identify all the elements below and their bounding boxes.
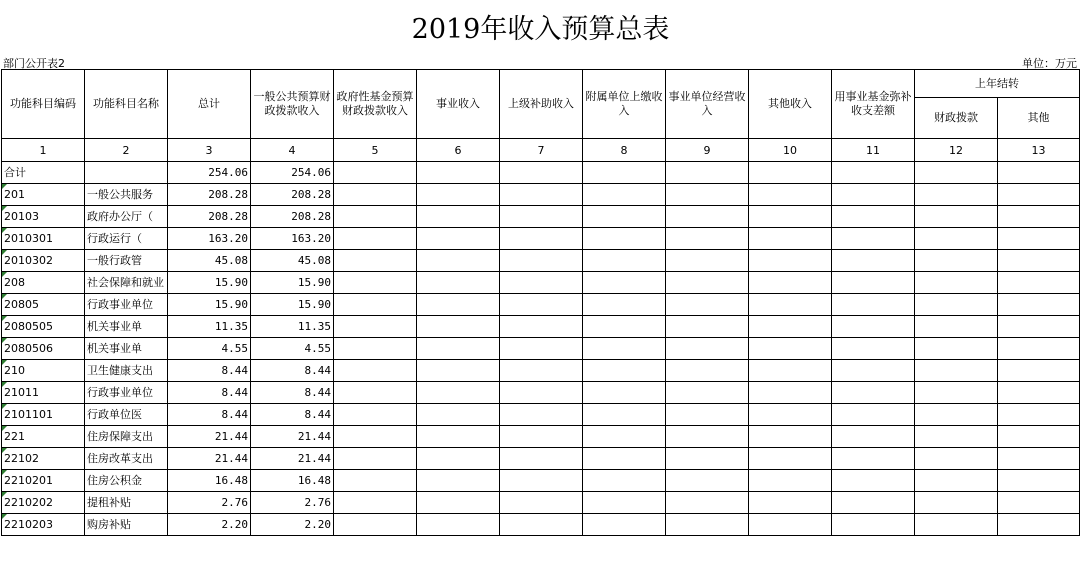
cell-empty (417, 184, 500, 206)
table-row (2, 448, 1080, 470)
cell-empty (500, 338, 583, 360)
table-row (2, 162, 1080, 184)
cell-empty (334, 448, 417, 470)
cell-empty (417, 228, 500, 250)
cell-general-budget: 2.76 (251, 492, 334, 514)
cell-empty (832, 404, 915, 426)
table-row (2, 250, 1080, 272)
cell-empty (749, 448, 832, 470)
cell-name (85, 162, 168, 184)
table-row (2, 272, 1080, 294)
cell-empty (500, 360, 583, 382)
cell-empty (334, 316, 417, 338)
cell-empty (583, 184, 666, 206)
cell-empty (500, 272, 583, 294)
cell-empty (749, 382, 832, 404)
cell-name: 行政事业单位 (85, 382, 168, 404)
cell-general-budget: 208.28 (251, 206, 334, 228)
cell-empty (749, 184, 832, 206)
cell-empty (915, 272, 998, 294)
cell-empty (749, 338, 832, 360)
header-superior-subsidy: 上级补助收入 (500, 70, 583, 139)
cell-empty (334, 360, 417, 382)
cell-empty (832, 206, 915, 228)
cell-empty (749, 272, 832, 294)
cell-empty (334, 294, 417, 316)
cell-empty (583, 206, 666, 228)
cell-general-budget: 163.20 (251, 228, 334, 250)
header-gov-fund: 政府性基金预算财政拨款收入 (334, 70, 417, 139)
cell-empty (417, 426, 500, 448)
cell-name: 一般行政管 (85, 250, 168, 272)
column-number: 1 (2, 139, 85, 162)
cell-empty (500, 514, 583, 536)
table-row (2, 206, 1080, 228)
cell-empty (583, 382, 666, 404)
cell-empty (832, 360, 915, 382)
cell-empty (749, 404, 832, 426)
cell-empty (998, 492, 1080, 514)
header-other-income: 其他收入 (749, 70, 832, 139)
cell-empty (334, 426, 417, 448)
cell-empty (417, 360, 500, 382)
cell-general-budget: 15.90 (251, 294, 334, 316)
cell-empty (417, 316, 500, 338)
unit-label: 单位：万元 (1022, 57, 1077, 70)
column-number: 8 (583, 139, 666, 162)
cell-empty (998, 338, 1080, 360)
cell-empty (500, 426, 583, 448)
cell-empty (666, 228, 749, 250)
cell-empty (998, 360, 1080, 382)
cell-total: 208.28 (168, 184, 251, 206)
cell-name: 行政运行（ (85, 228, 168, 250)
cell-empty (417, 294, 500, 316)
cell-empty (915, 316, 998, 338)
cell-empty (915, 404, 998, 426)
cell-empty (583, 514, 666, 536)
cell-code: 2210203 (2, 514, 85, 536)
cell-empty (832, 470, 915, 492)
cell-empty (749, 514, 832, 536)
cell-general-budget: 8.44 (251, 404, 334, 426)
cell-general-budget: 21.44 (251, 448, 334, 470)
header-carryover-fiscal: 财政拨款 (915, 98, 998, 139)
table-row (2, 294, 1080, 316)
cell-empty (500, 184, 583, 206)
cell-empty (749, 316, 832, 338)
cell-name: 一般公共服务 (85, 184, 168, 206)
budget-table (1, 69, 1080, 536)
cell-empty (500, 294, 583, 316)
cell-code: 208 (2, 272, 85, 294)
cell-name: 提租补贴 (85, 492, 168, 514)
cell-general-budget: 21.44 (251, 426, 334, 448)
cell-code: 20805 (2, 294, 85, 316)
cell-empty (915, 250, 998, 272)
cell-empty (666, 294, 749, 316)
cell-empty (832, 514, 915, 536)
cell-empty (749, 162, 832, 184)
cell-empty (666, 470, 749, 492)
cell-empty (583, 448, 666, 470)
cell-general-budget: 208.28 (251, 184, 334, 206)
cell-empty (500, 448, 583, 470)
cell-name: 卫生健康支出 (85, 360, 168, 382)
cell-total: 2.20 (168, 514, 251, 536)
cell-empty (583, 228, 666, 250)
cell-empty (998, 206, 1080, 228)
cell-empty (583, 404, 666, 426)
cell-code: 221 (2, 426, 85, 448)
column-number: 12 (915, 139, 998, 162)
column-number: 2 (85, 139, 168, 162)
table-row (2, 316, 1080, 338)
cell-empty (998, 184, 1080, 206)
cell-empty (334, 338, 417, 360)
cell-total: 208.28 (168, 206, 251, 228)
cell-empty (915, 294, 998, 316)
cell-empty (417, 514, 500, 536)
cell-empty (832, 228, 915, 250)
column-number: 7 (500, 139, 583, 162)
cell-code: 合计 (2, 162, 85, 184)
cell-empty (915, 448, 998, 470)
column-number: 10 (749, 139, 832, 162)
cell-empty (583, 316, 666, 338)
cell-empty (998, 228, 1080, 250)
cell-empty (334, 162, 417, 184)
cell-empty (583, 162, 666, 184)
cell-total: 8.44 (168, 360, 251, 382)
header-carryover: 上年结转 (915, 70, 1080, 98)
page-title: 2019年收入预算总表 (411, 14, 670, 45)
cell-general-budget: 8.44 (251, 360, 334, 382)
cell-total: 21.44 (168, 448, 251, 470)
column-number-row (2, 139, 1080, 162)
cell-empty (417, 448, 500, 470)
cell-name: 购房补贴 (85, 514, 168, 536)
cell-code: 2101101 (2, 404, 85, 426)
cell-empty (749, 470, 832, 492)
cell-empty (500, 162, 583, 184)
header-business-operation: 事业单位经营收入 (666, 70, 749, 139)
cell-empty (583, 492, 666, 514)
cell-name: 住房公积金 (85, 470, 168, 492)
cell-code: 22102 (2, 448, 85, 470)
cell-empty (666, 272, 749, 294)
cell-code: 2010301 (2, 228, 85, 250)
cell-general-budget: 45.08 (251, 250, 334, 272)
cell-empty (334, 206, 417, 228)
cell-empty (417, 162, 500, 184)
table-row (2, 338, 1080, 360)
cell-general-budget: 11.35 (251, 316, 334, 338)
table-row (2, 470, 1080, 492)
cell-total: 2.76 (168, 492, 251, 514)
cell-total: 254.06 (168, 162, 251, 184)
cell-empty (417, 206, 500, 228)
cell-empty (500, 316, 583, 338)
cell-code: 2210202 (2, 492, 85, 514)
cell-empty (500, 492, 583, 514)
cell-empty (749, 294, 832, 316)
cell-empty (915, 382, 998, 404)
cell-name: 政府办公厅（ (85, 206, 168, 228)
cell-empty (915, 338, 998, 360)
cell-code: 201 (2, 184, 85, 206)
cell-empty (749, 360, 832, 382)
cell-total: 8.44 (168, 382, 251, 404)
cell-empty (832, 338, 915, 360)
cell-empty (832, 448, 915, 470)
cell-empty (417, 382, 500, 404)
cell-empty (334, 382, 417, 404)
cell-empty (334, 184, 417, 206)
cell-empty (832, 184, 915, 206)
cell-general-budget: 4.55 (251, 338, 334, 360)
cell-empty (666, 162, 749, 184)
cell-empty (583, 426, 666, 448)
cell-empty (832, 492, 915, 514)
cell-empty (749, 250, 832, 272)
cell-total: 4.55 (168, 338, 251, 360)
cell-general-budget: 16.48 (251, 470, 334, 492)
cell-empty (666, 250, 749, 272)
cell-empty (749, 492, 832, 514)
cell-empty (417, 404, 500, 426)
table-row (2, 426, 1080, 448)
cell-empty (915, 228, 998, 250)
cell-total: 21.44 (168, 426, 251, 448)
cell-empty (334, 228, 417, 250)
cell-empty (417, 272, 500, 294)
cell-empty (998, 426, 1080, 448)
header-total: 总计 (168, 70, 251, 139)
header-row-1 (2, 70, 1080, 98)
cell-empty (500, 206, 583, 228)
cell-empty (666, 316, 749, 338)
cell-empty (998, 470, 1080, 492)
cell-empty (417, 250, 500, 272)
cell-empty (915, 426, 998, 448)
cell-empty (500, 382, 583, 404)
header-carryover-other: 其他 (998, 98, 1080, 139)
cell-empty (583, 250, 666, 272)
cell-empty (998, 316, 1080, 338)
cell-general-budget: 254.06 (251, 162, 334, 184)
cell-code: 210 (2, 360, 85, 382)
cell-empty (832, 250, 915, 272)
cell-empty (832, 382, 915, 404)
table-row (2, 382, 1080, 404)
column-number: 9 (666, 139, 749, 162)
table-row (2, 228, 1080, 250)
cell-empty (832, 272, 915, 294)
cell-empty (832, 316, 915, 338)
table-row (2, 404, 1080, 426)
cell-empty (749, 426, 832, 448)
cell-general-budget: 8.44 (251, 382, 334, 404)
cell-empty (583, 294, 666, 316)
cell-empty (666, 514, 749, 536)
cell-empty (832, 294, 915, 316)
cell-empty (666, 184, 749, 206)
cell-name: 社会保障和就业 (85, 272, 168, 294)
cell-empty (666, 206, 749, 228)
cell-name: 行政事业单位 (85, 294, 168, 316)
cell-empty (500, 250, 583, 272)
cell-total: 16.48 (168, 470, 251, 492)
cell-empty (666, 382, 749, 404)
cell-empty (500, 470, 583, 492)
cell-empty (749, 206, 832, 228)
cell-empty (666, 360, 749, 382)
cell-empty (998, 404, 1080, 426)
cell-empty (915, 184, 998, 206)
cell-empty (915, 206, 998, 228)
cell-empty (334, 492, 417, 514)
header-affiliated-remit: 附属单位上缴收入 (583, 70, 666, 139)
cell-empty (998, 294, 1080, 316)
cell-empty (998, 382, 1080, 404)
column-number: 4 (251, 139, 334, 162)
header-business-income: 事业收入 (417, 70, 500, 139)
cell-empty (334, 250, 417, 272)
cell-empty (832, 426, 915, 448)
cell-code: 20103 (2, 206, 85, 228)
cell-empty (666, 426, 749, 448)
cell-empty (998, 162, 1080, 184)
cell-total: 8.44 (168, 404, 251, 426)
table-row (2, 184, 1080, 206)
cell-empty (583, 360, 666, 382)
cell-empty (583, 338, 666, 360)
cell-empty (334, 470, 417, 492)
cell-empty (500, 228, 583, 250)
cell-empty (915, 492, 998, 514)
cell-empty (915, 470, 998, 492)
cell-empty (500, 404, 583, 426)
cell-empty (749, 228, 832, 250)
cell-empty (998, 448, 1080, 470)
cell-code: 2210201 (2, 470, 85, 492)
column-number: 13 (998, 139, 1080, 162)
cell-general-budget: 2.20 (251, 514, 334, 536)
cell-total: 11.35 (168, 316, 251, 338)
cell-empty (998, 250, 1080, 272)
cell-empty (915, 360, 998, 382)
cell-total: 15.90 (168, 272, 251, 294)
cell-empty (417, 470, 500, 492)
cell-empty (417, 492, 500, 514)
cell-name: 机关事业单 (85, 316, 168, 338)
cell-empty (417, 338, 500, 360)
cell-total: 15.90 (168, 294, 251, 316)
cell-empty (998, 272, 1080, 294)
cell-empty (583, 470, 666, 492)
cell-empty (915, 162, 998, 184)
cell-name: 住房改革支出 (85, 448, 168, 470)
table-row (2, 360, 1080, 382)
cell-empty (998, 514, 1080, 536)
cell-empty (832, 162, 915, 184)
table-row (2, 514, 1080, 536)
header-code: 功能科目编码 (2, 70, 85, 139)
cell-empty (666, 448, 749, 470)
cell-empty (334, 404, 417, 426)
cell-empty (583, 272, 666, 294)
table-row (2, 492, 1080, 514)
cell-code: 2080506 (2, 338, 85, 360)
cell-code: 2080505 (2, 316, 85, 338)
column-number: 6 (417, 139, 500, 162)
cell-code: 2010302 (2, 250, 85, 272)
cell-empty (666, 338, 749, 360)
cell-name: 行政单位医 (85, 404, 168, 426)
cell-empty (334, 514, 417, 536)
cell-code: 21011 (2, 382, 85, 404)
cell-empty (334, 272, 417, 294)
form-number: 部门公开表2 (3, 57, 65, 70)
column-number: 3 (168, 139, 251, 162)
cell-general-budget: 15.90 (251, 272, 334, 294)
cell-total: 45.08 (168, 250, 251, 272)
cell-name: 机关事业单 (85, 338, 168, 360)
header-general-budget: 一般公共预算财政拨款收入 (251, 70, 334, 139)
cell-total: 163.20 (168, 228, 251, 250)
header-fund-cover: 用事业基金弥补收支差额 (832, 70, 915, 139)
column-number: 11 (832, 139, 915, 162)
cell-empty (666, 404, 749, 426)
cell-empty (666, 492, 749, 514)
cell-empty (915, 514, 998, 536)
column-number: 5 (334, 139, 417, 162)
cell-name: 住房保障支出 (85, 426, 168, 448)
header-name: 功能科目名称 (85, 70, 168, 139)
